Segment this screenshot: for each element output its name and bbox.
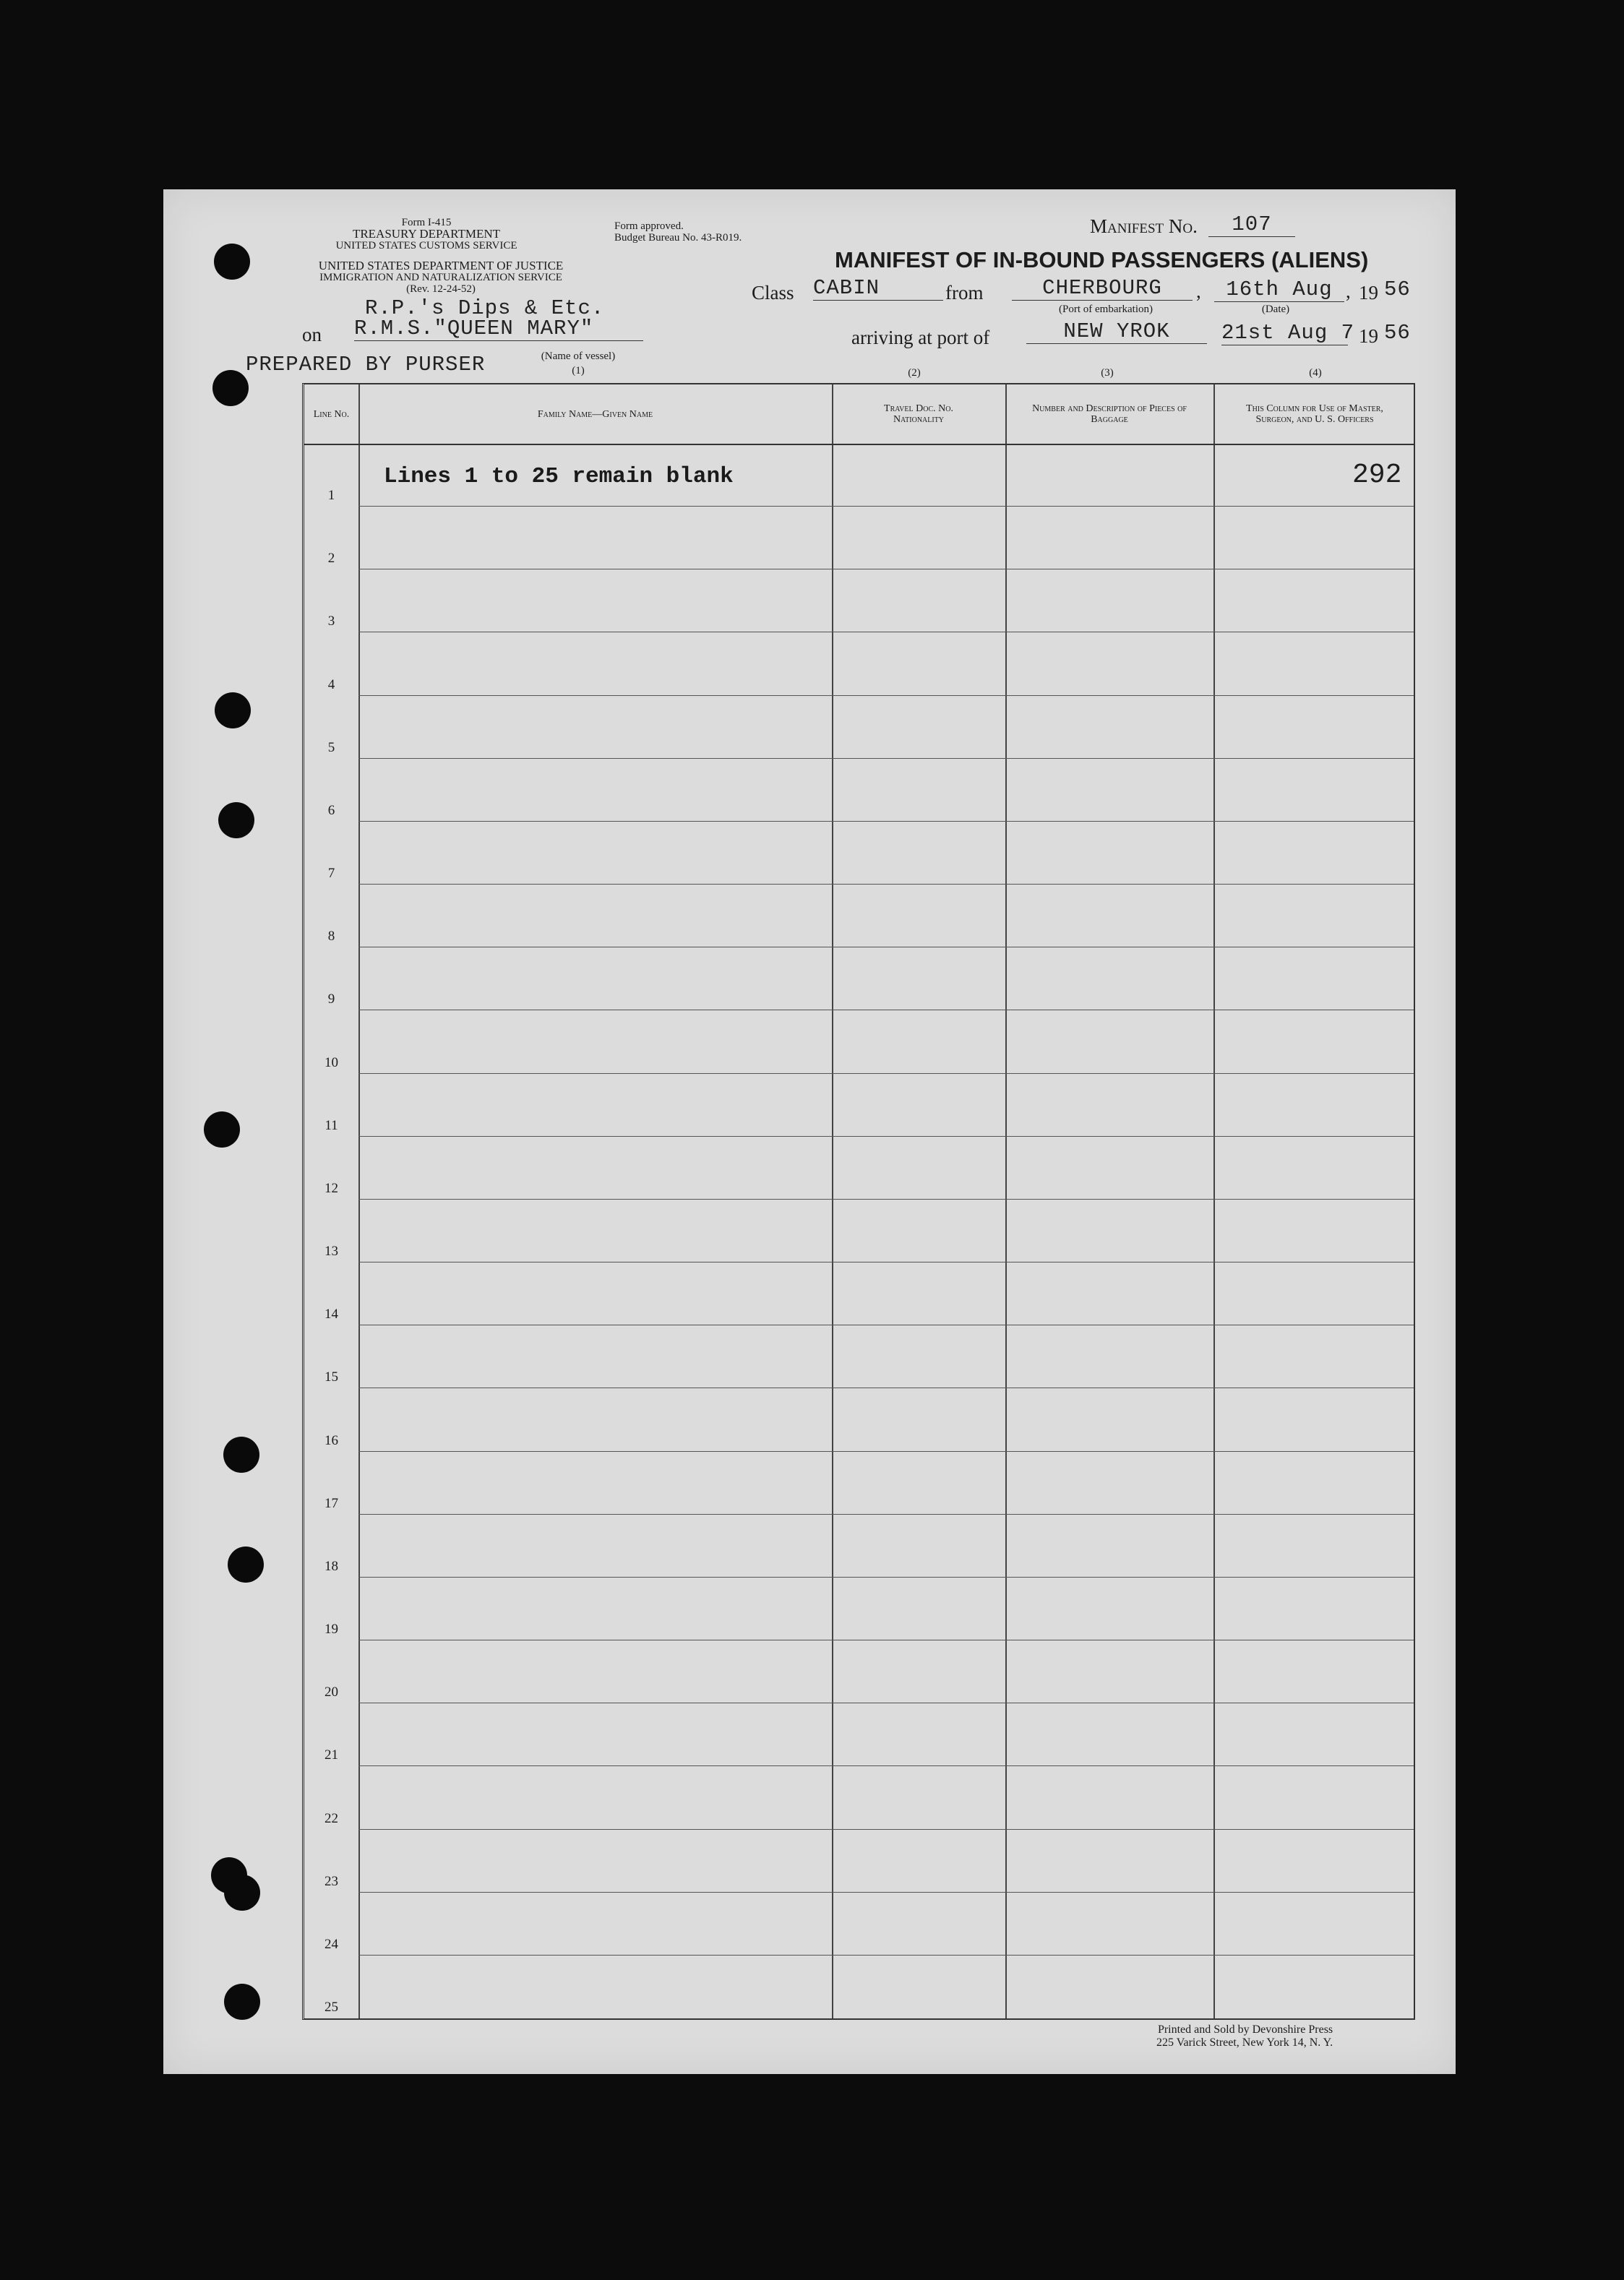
line-number: 24 bbox=[325, 1936, 338, 1952]
passenger-table bbox=[302, 383, 1415, 2020]
table-row bbox=[304, 947, 1414, 1010]
header-name: Family Name—Given Name bbox=[537, 408, 653, 420]
class-value: CABIN bbox=[813, 276, 943, 301]
line-number: 17 bbox=[325, 1495, 338, 1511]
col-number-1: (1) bbox=[572, 365, 585, 377]
line-number: 16 bbox=[325, 1432, 338, 1448]
printer-line-1: Printed and Sold by Devonshire Press bbox=[1157, 2023, 1333, 2036]
port-of-embarkation: CHERBOURG bbox=[1012, 276, 1193, 301]
punch-hole bbox=[215, 692, 251, 728]
form-approved: Form approved. bbox=[614, 220, 684, 232]
form-revision: (Rev. 12-24-52) bbox=[406, 283, 476, 295]
punch-hole bbox=[224, 1984, 260, 2020]
printer-imprint bbox=[1156, 2023, 1333, 2049]
ins-service: IMMIGRATION AND NATURALIZATION SERVICE bbox=[319, 272, 562, 283]
table-row bbox=[304, 759, 1414, 822]
budget-bureau: Budget Bureau No. 43-R019. bbox=[614, 232, 742, 244]
comma: , bbox=[1196, 280, 1201, 302]
line-number: 9 bbox=[327, 991, 335, 1007]
table-row bbox=[304, 1515, 1414, 1578]
document-title: MANIFEST OF IN-BOUND PASSENGERS (ALIENS) bbox=[835, 247, 1369, 272]
line-number: 5 bbox=[327, 739, 335, 755]
form-id-block bbox=[289, 217, 564, 251]
table-row bbox=[304, 632, 1414, 695]
line-number: 1 bbox=[327, 488, 335, 504]
line-number: 4 bbox=[327, 676, 335, 692]
table-row bbox=[304, 1703, 1414, 1766]
approval-block bbox=[614, 220, 742, 244]
port-embarkation-caption: (Port of embarkation) bbox=[1059, 304, 1153, 315]
table-row bbox=[304, 1325, 1414, 1388]
table-row bbox=[304, 1074, 1414, 1137]
line-number: 12 bbox=[325, 1180, 338, 1196]
arriving-label: arriving at port of bbox=[851, 327, 990, 348]
on-label: on bbox=[302, 324, 322, 345]
printer-line-2: 225 Varick Street, New York 14, N. Y. bbox=[1156, 2036, 1333, 2049]
table-row bbox=[304, 1137, 1414, 1200]
table-row bbox=[304, 1766, 1414, 1829]
table-row bbox=[304, 444, 1414, 507]
customs-service: UNITED STATES CUSTOMS SERVICE bbox=[335, 240, 517, 251]
col-number-2: (2) bbox=[908, 367, 921, 379]
table-row bbox=[304, 1262, 1414, 1325]
table-row bbox=[304, 1452, 1414, 1515]
table-row bbox=[304, 1010, 1414, 1073]
line-number: 18 bbox=[325, 1558, 338, 1574]
line-number: 11 bbox=[325, 1117, 338, 1133]
date-caption: (Date) bbox=[1261, 304, 1290, 315]
line-number: 8 bbox=[327, 929, 335, 945]
vessel-caption: (Name of vessel) bbox=[541, 350, 616, 362]
justice-block bbox=[289, 260, 593, 295]
treasury-department: TREASURY DEPARTMENT bbox=[352, 227, 501, 241]
line-number: 21 bbox=[325, 1747, 338, 1763]
line-number: 22 bbox=[325, 1810, 338, 1826]
punch-hole bbox=[224, 1875, 260, 1911]
comma-2: , bbox=[1346, 280, 1351, 302]
header-line-no: Line No. bbox=[313, 408, 350, 420]
line-number: 15 bbox=[325, 1369, 338, 1385]
header-travel-doc: Travel Doc. No. Nationality bbox=[884, 403, 953, 425]
table-row bbox=[304, 1200, 1414, 1262]
table-row bbox=[304, 696, 1414, 759]
col-number-4: (4) bbox=[1309, 367, 1322, 379]
table-row bbox=[304, 1830, 1414, 1893]
header-baggage: Number and Description of Pieces of Baggage bbox=[1032, 403, 1187, 425]
line-number: 3 bbox=[327, 614, 335, 629]
prepared-by: PREPARED BY PURSER bbox=[246, 353, 486, 377]
table-row bbox=[304, 507, 1414, 569]
arrival-port: NEW YROK bbox=[1026, 319, 1207, 344]
line-number: 19 bbox=[325, 1622, 338, 1638]
table-row bbox=[304, 822, 1414, 885]
blank-lines-note: Lines 1 to 25 remain blank bbox=[384, 464, 734, 489]
line-number: 6 bbox=[327, 802, 335, 818]
line-number: 10 bbox=[325, 1054, 338, 1070]
table-row bbox=[304, 1578, 1414, 1640]
table-row bbox=[304, 885, 1414, 947]
embarkation-date: 16th Aug bbox=[1214, 278, 1344, 302]
line-number: 14 bbox=[325, 1307, 338, 1322]
table-row bbox=[304, 1893, 1414, 1956]
punch-hole bbox=[228, 1546, 264, 1583]
line-number: 23 bbox=[325, 1873, 338, 1889]
justice-department: UNITED STATES DEPARTMENT OF JUSTICE bbox=[318, 259, 564, 272]
table-row bbox=[304, 569, 1414, 632]
punch-hole bbox=[223, 1437, 259, 1473]
manifest-no-value: 107 bbox=[1208, 212, 1295, 237]
line-number: 13 bbox=[325, 1244, 338, 1260]
header-officers: This Column for Use of Master, Surgeon, and U. S. Officers bbox=[1246, 403, 1383, 425]
form-number: Form I-415 bbox=[401, 217, 452, 228]
table-row bbox=[304, 1956, 1414, 2018]
line-number: 2 bbox=[327, 551, 335, 567]
punch-hole bbox=[212, 370, 249, 406]
table-row bbox=[304, 1388, 1414, 1451]
arrival-year: 56 bbox=[1384, 321, 1411, 345]
line-number: 25 bbox=[325, 1999, 338, 2015]
arrival-date: 21st Aug 7 bbox=[1221, 321, 1355, 345]
vessel-line-1: R.P.'s Dips & Etc. bbox=[365, 296, 605, 320]
line-number: 7 bbox=[327, 866, 335, 882]
punch-hole bbox=[218, 802, 254, 838]
embark-year: 56 bbox=[1384, 278, 1411, 301]
punch-hole bbox=[214, 244, 250, 280]
col-number-3: (3) bbox=[1101, 367, 1114, 379]
arrival-year-prefix: 19 bbox=[1359, 325, 1378, 347]
table-row bbox=[304, 1640, 1414, 1703]
embark-year-prefix: 19 bbox=[1359, 282, 1378, 304]
from-label: from bbox=[945, 282, 984, 304]
vessel-name: R.M.S."QUEEN MARY" bbox=[354, 317, 643, 341]
page-number: 292 bbox=[1352, 460, 1402, 491]
manifest-no-label: Manifest No. bbox=[1090, 215, 1198, 237]
line-number: 20 bbox=[325, 1685, 338, 1700]
punch-hole bbox=[204, 1111, 240, 1148]
class-label: Class bbox=[752, 282, 794, 304]
